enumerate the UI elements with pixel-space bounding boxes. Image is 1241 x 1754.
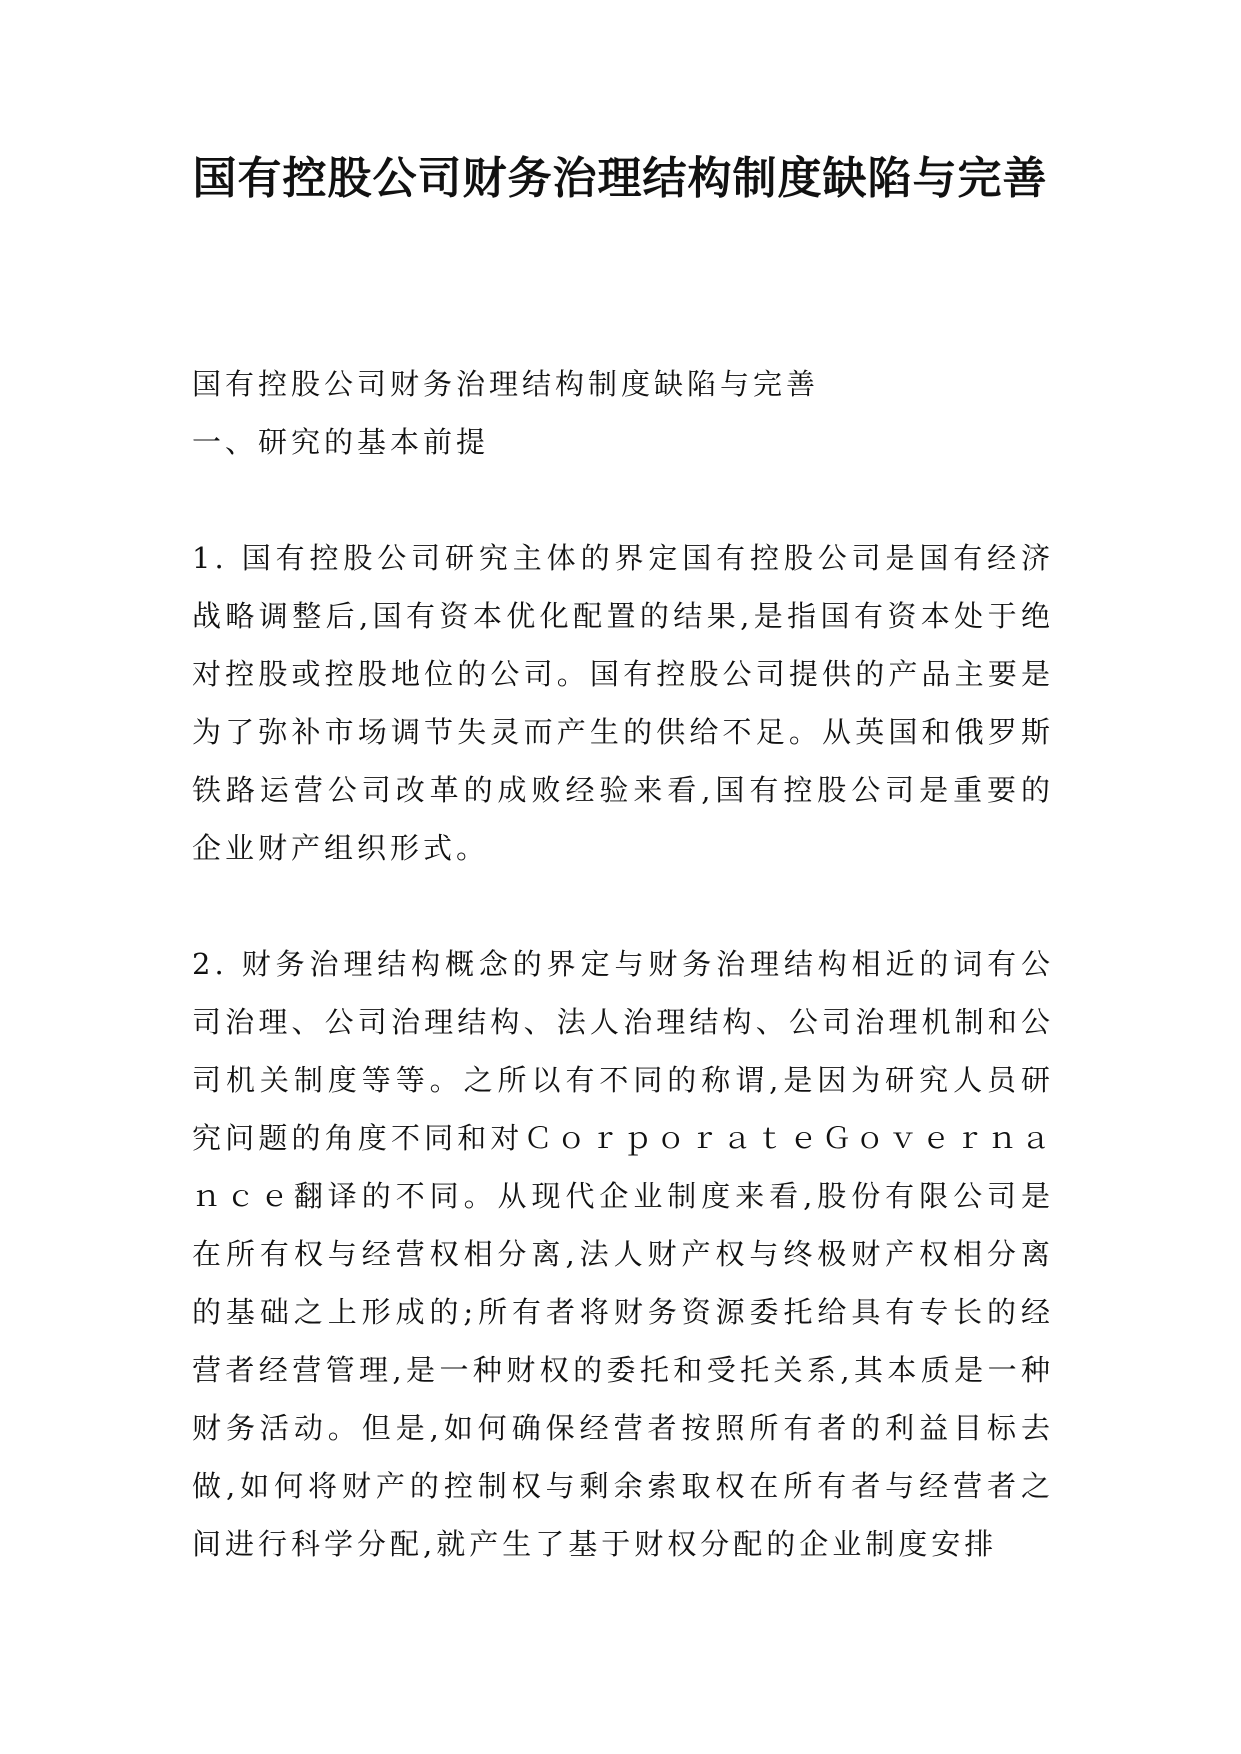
document-subtitle: 国有控股公司财务治理结构制度缺陷与完善 xyxy=(192,367,820,401)
section-heading: 一、研究的基本前提 xyxy=(192,425,490,459)
document-title: 国有控股公司财务治理结构制度缺陷与完善 xyxy=(192,153,1048,204)
paragraph-1: 1. 国有控股公司研究主体的界定国有控股公司是国有经济战略调整后,国有资本优化配置的结果,是指国有资本处于绝对控股或控股地位的公司。国有控股公司提供的产品主要是为了弥补市场调节失灵而产生的供给不足。从英国和俄罗斯铁路运营公司改革的成败经验来看,国有控股公司是重要的企业财产组织形式。 xyxy=(192,541,1054,865)
paragraph-2: 2. 财务治理结构概念的界定与财务治理结构相近的词有公司治理、公司治理结构、法人治理结构、公司治理机制和公司机关制度等等。之所以有不同的称谓,是因为研究人员研究问题的角度不同和对ＣｏｒｐｏｒａｔｅＧｏｖｅｒｎａｎｃｅ翻译的不同。从现代企业制度来看,股份有限公司是在所有权与经营权相分离,法人财产权与终极财产权相分离的基础之上形成的;所有者将财务资源委托给具有专长的经营者经营管理,是一种财权的委托和受托关系,其本质是一种财务活动。但是,如何确保经营者按照所有者的利益目标去做,如何将财产的控制权与剩余索取权在所有者与经营者之间进行科学分配,就产生了基于财权分配的企业制度安排 xyxy=(192,947,1054,1561)
